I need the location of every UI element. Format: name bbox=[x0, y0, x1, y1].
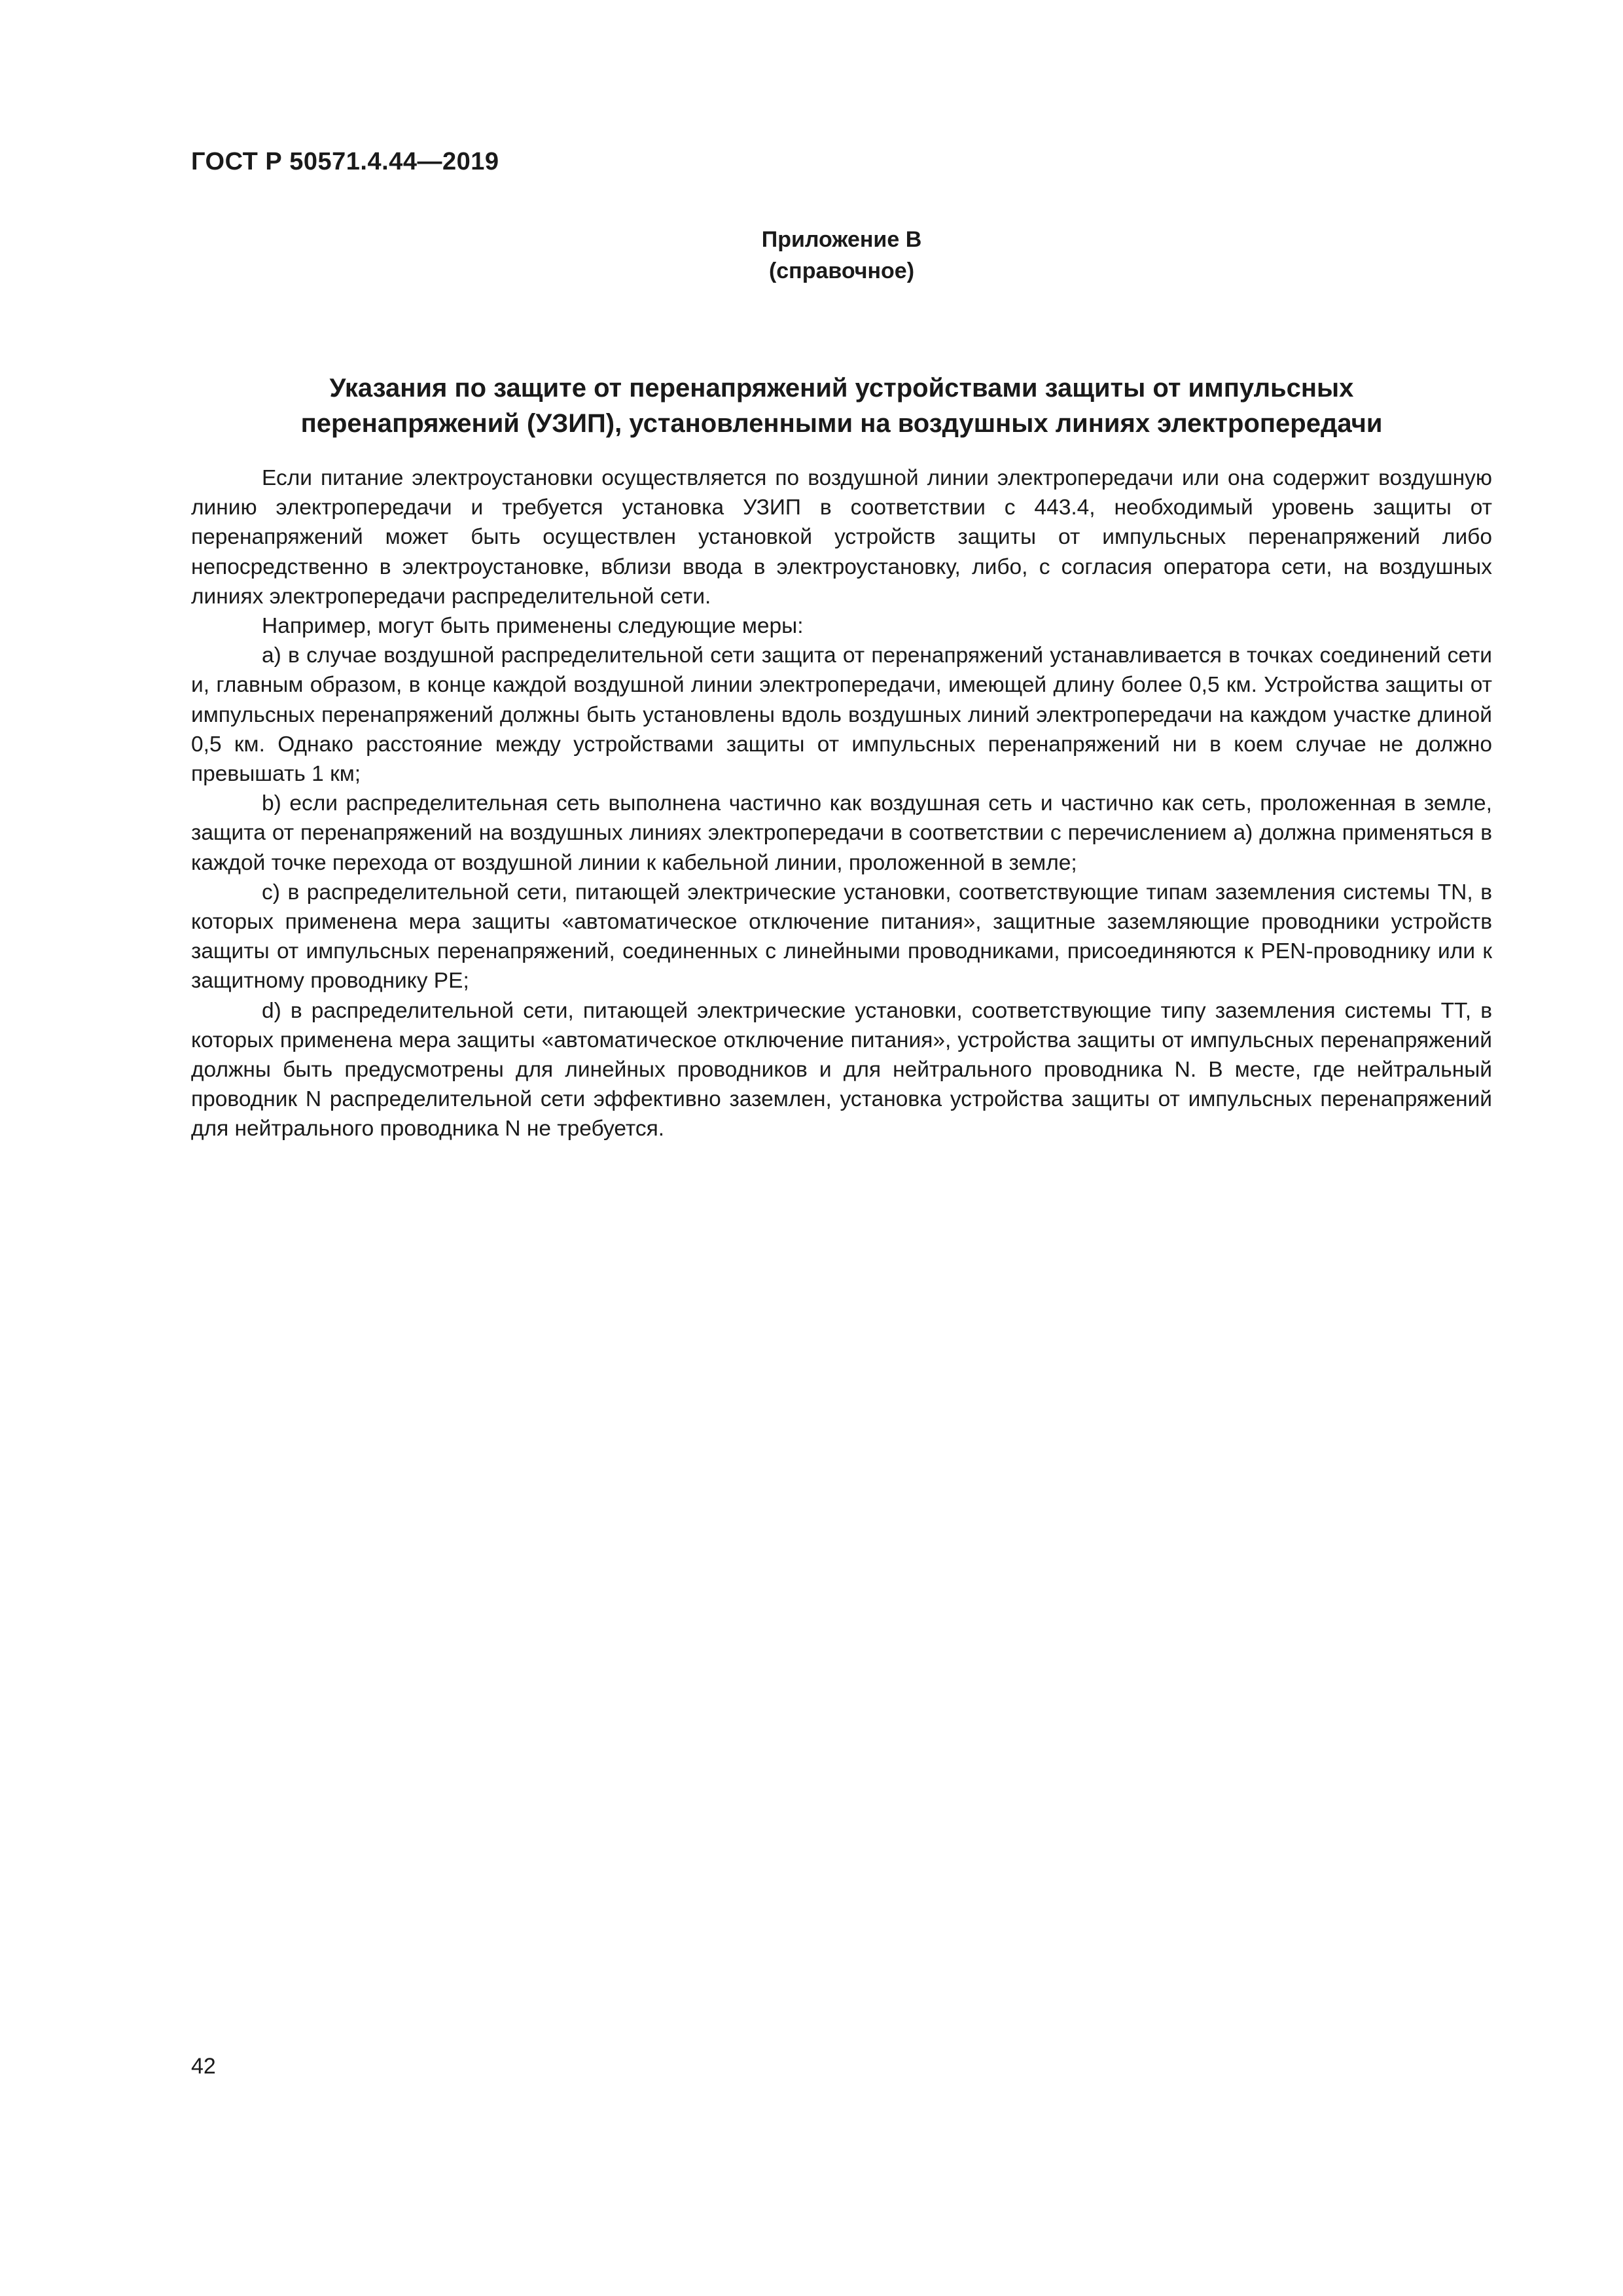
paragraph-intro: Если питание электроустановки осуществляется по воздушной линии электропередачи или она содержит воздушную линию электропередачи и требуется установка УЗИП в соответствии с 443.4, необходимый уровень защиты от перенапряжений может быть осуществлен установкой устройств защиты от импульсных перенапряжений либо непосредственно в электроустановке, вблизи ввода в электроустановку, либо, с согласия оператора сети, на воздушных линиях электропередачи распределительной сети. bbox=[191, 466, 1492, 609]
list-item-a: a) в случае воздушной распределительной сети защита от перенапряжений устанавливается в точках соединений сети и, главным образом, в конце каждой воздушной линии электропередачи, имеющей длину более 0,5 км. Устройства защиты от импульсных перенапряжений должны быть установлены вдоль воздушных линий электропередачи на каждом участке длиной 0,5 км. Однако расстояние между устройствами защиты от импульсных перенапряжений ни в коем случае не должно превышать 1 км; bbox=[191, 643, 1492, 787]
standard-code-header: ГОСТ Р 50571.4.44—2019 bbox=[191, 148, 499, 175]
list-item-c: c) в распределительной сети, питающей электрические установки, соответствующие типам заземления системы TN, в которых применена мера защиты «автоматическое отключение питания», защитные заземляющие проводники устройств защиты от импульсных перенапряжений, соединенных с линейными проводниками, присоединяются к PEN-проводнику или к защитному проводнику PE; bbox=[191, 880, 1492, 994]
paragraph-measures-lead: Например, могут быть применены следующие меры: bbox=[262, 614, 804, 639]
annex-label: Приложение В bbox=[761, 227, 922, 252]
annex-heading bbox=[191, 224, 1492, 287]
page-number: 42 bbox=[191, 2054, 216, 2079]
annex-title-line-1: Указания по защите от перенапряжений устройствами защиты от импульсных bbox=[329, 374, 1354, 403]
annex-title bbox=[191, 370, 1492, 441]
list-item-b: b) если распределительная сеть выполнена частично как воздушная сеть и частично как сеть, проложенная в земле, защита от перенапряжений на воздушных линиях электропередачи в соответствии с перечислением а) должна применяться в каждой точке перехода от воздушной линии к кабельной линии, проложенной в земле; bbox=[191, 791, 1492, 875]
body-text bbox=[191, 463, 1492, 1144]
list-item-d: d) в распределительной сети, питающей электрические установки, соответствующие типу заземления системы TT, в которых применена мера защиты «автоматическое отключение питания», устройства защиты от импульсных перенапряжений должны быть предусмотрены для линейных проводников и для нейтрального проводника N. В месте, где нейтральный проводник N распределительной сети эффективно заземлен, установка устройства защиты от импульсных перенапряжений для нейтрального проводника N не требуется. bbox=[191, 998, 1492, 1141]
annex-title-line-2: перенапряжений (УЗИП), установленными на воздушных линиях электропередачи bbox=[300, 409, 1383, 438]
annex-status: (справочное) bbox=[768, 259, 915, 283]
